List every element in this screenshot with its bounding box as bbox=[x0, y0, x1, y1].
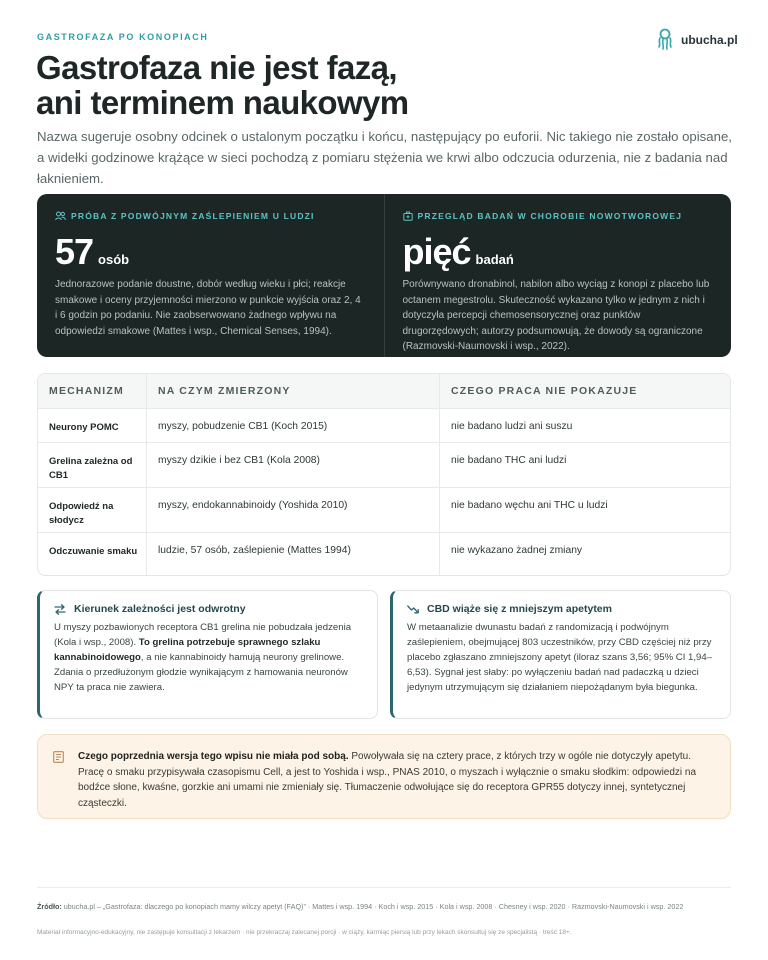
table-cell-mechanism: Grelina zależna od CB1 bbox=[49, 456, 133, 481]
card-text-part: U myszy pozbawionych receptora CB1 grelina nie pobudzała jedzenia (Kola i wsp., 2008). bbox=[54, 622, 352, 648]
table-cell-mechanism: Neurony POMC bbox=[49, 422, 119, 433]
table-row bbox=[38, 408, 730, 442]
page-title bbox=[36, 50, 636, 120]
table-row bbox=[38, 532, 730, 576]
people-icon bbox=[55, 211, 66, 221]
correction-note bbox=[37, 734, 731, 819]
stats-panel bbox=[37, 194, 731, 357]
card-cbd-appetite bbox=[390, 590, 731, 719]
stat-description: Jednorazowe podanie doustne, dobór według wieku i płci; reakcje smakowe i oceny przyjemności mierzono w punkcie wyjścia oraz 2, 4 i 6 godzin po podaniu. Nie zaobserwowano żadnego wpływu na odpowiedzi smakowe (Mattes i wsp., Chemical Senses, 1994). bbox=[55, 279, 361, 337]
card-title-text: Kierunek zależności jest odwrotny bbox=[74, 603, 246, 615]
table-cell-not-shown: nie badano węchu ani THC u ludzi bbox=[439, 488, 730, 532]
kicker: GASTROFAZA PO KONOPIACH bbox=[37, 32, 209, 42]
source-label: Źródło: bbox=[37, 902, 62, 911]
column-header-mechanism: MECHANIZM bbox=[49, 385, 124, 397]
logo-text: ubucha.pl bbox=[681, 33, 738, 47]
mechanism-table bbox=[37, 373, 731, 576]
card-text-part: , a nie kannabinoidy hamują neurony grelinowe. Zdania o przedłużonym głodzie wynikającym z hamowania neuronów NPY ta praca nie zawiera. bbox=[54, 652, 348, 693]
stat-number bbox=[403, 231, 714, 273]
site-logo[interactable] bbox=[655, 28, 738, 52]
note-body: Powoływała się na cztery prace, z których trzy w ogóle nie dotyczyły apetytu. Pracę o smaku przypisywała czasopismu Cell, a jest to Yoshida i wsp., PNAS 2010, o myszach i wyłącznie o smaku słodkim: odpowiedzi na bodźce słone, kwaśne, gorzkie ani umami nie zmieniały się. Tłumaczenie odwołujące się do receptora GPR55 dotyczy innej, syntetycznej cząsteczki. bbox=[78, 751, 697, 809]
title-line-1: Gastrofaza nie jest fazą, bbox=[36, 49, 397, 86]
stat-unit: osób bbox=[98, 252, 130, 267]
stat-description: Porównywano dronabinol, nabilon albo wyciąg z konopi z placebo lub octanem megestrolu. Skuteczność wykazano tylko w jednym z nich i dotyczyła percepcji chemosensorycznej oraz punktów drugorzędowych; autorzy podsumowują, że dowody są ograniczone (Razmovski-Naumovski i wsp., 2022). bbox=[402, 279, 710, 352]
title-line-2: ani terminem naukowym bbox=[36, 84, 409, 121]
column-header-not-shown: CZEGO PRACA NIE POKAZUJE bbox=[439, 374, 730, 408]
table-cell-measured: ludzie, 57 osób, zaślepienie (Mattes 1994) bbox=[146, 533, 439, 576]
table-cell-mechanism: Odczuwanie smaku bbox=[49, 546, 138, 557]
table-row bbox=[38, 487, 730, 532]
card-body bbox=[54, 620, 363, 695]
disclaimer: Materiał informacyjno-edukacyjny, nie zastępuje konsultacji z lekarzem · nie przekraczaj zalecanej porcji · w ciąży, karmiąc piersią lub przy lekach skonsultuj się ze specjalistą · treść 18+. bbox=[37, 929, 572, 936]
octopus-logo-icon bbox=[655, 28, 675, 52]
stat-trial bbox=[37, 194, 384, 357]
swap-arrows-icon bbox=[54, 604, 66, 615]
document-icon bbox=[53, 751, 64, 763]
lead-paragraph: Nazwa sugeruje osobny odcinek o ustalonym początku i końcu, następujący po euforii. Nic takiego nie zostało opisane, a widełki godzinowe krążące w sieci pochodzą z pomiaru stężenia we krwi albo odczucia odurzenia, nie z badania nad łaknieniem. bbox=[37, 129, 732, 186]
stat-label-text: PRÓBA Z PODWÓJNYM ZAŚLEPIENIEM U LUDZI bbox=[71, 211, 315, 221]
stat-unit: badań bbox=[475, 252, 514, 267]
trend-down-icon bbox=[407, 605, 419, 614]
table-cell-measured: myszy dzikie i bez CB1 (Kola 2008) bbox=[146, 443, 439, 487]
stat-number bbox=[55, 231, 366, 273]
card-body: W metaanalizie dwunastu badań z randomizacją i podwójnym zaślepieniem, obejmującej 803 uczestników, przy CBD częściej niż przy placebo zgłaszano zmniejszony apetyt (iloraz szans 3,56; 95% CI 1,94–6,53). Sygnał jest słaby: po wyłączeniu badań nad padaczką u dzieci jedynym utrzymującym się działaniem niepożądanym była biegunka. bbox=[407, 622, 713, 693]
table-cell-measured: myszy, endokannabinoidy (Yoshida 2010) bbox=[146, 488, 439, 532]
table-cell-not-shown: nie wykazano żadnej zmiany bbox=[439, 533, 730, 576]
table-cell-mechanism: Odpowiedź na słodycz bbox=[49, 501, 114, 526]
stat-value: pięć bbox=[402, 231, 471, 272]
stat-label-text: PRZEGLĄD BADAŃ W CHOROBIE NOWOTWOROWEJ bbox=[417, 211, 683, 221]
card-reverse-direction bbox=[37, 590, 378, 719]
column-header-measured: NA CZYM ZMIERZONY bbox=[146, 374, 439, 408]
card-title bbox=[407, 603, 716, 615]
stat-value: 57 bbox=[55, 231, 94, 272]
table-row bbox=[38, 442, 730, 487]
card-title-text: CBD wiąże się z mniejszym apetytem bbox=[427, 603, 612, 615]
source-line bbox=[37, 901, 731, 912]
note-text bbox=[78, 749, 714, 811]
stat-label bbox=[403, 211, 714, 221]
source-text: ubucha.pl – „Gastrofaza: dlaczego po konopiach mamy wilczy apetyt (FAQ)” · Mattes i wsp. 1994 · Koch i wsp. 2015 · Kola i wsp. 2008 · Chesney i wsp. 2020 · Razmovski-Naumovski i wsp. 2022 bbox=[61, 902, 684, 911]
note-heading: Czego poprzednia wersja tego wpisu nie miała pod sobą. bbox=[78, 751, 349, 762]
stat-review bbox=[384, 194, 732, 357]
table-cell-not-shown: nie badano THC ani ludzi bbox=[439, 443, 730, 487]
table-cell-measured: myszy, pobudzenie CB1 (Koch 2015) bbox=[146, 409, 439, 442]
footer-divider bbox=[37, 887, 731, 888]
table-cell-not-shown: nie badano ludzi ani suszu bbox=[439, 409, 730, 442]
briefcase-medical-icon bbox=[403, 211, 413, 221]
stat-label bbox=[55, 211, 366, 221]
table-header-row bbox=[38, 374, 730, 408]
card-title bbox=[54, 603, 363, 615]
card-text-emphasis: To grelina potrzebuje sprawnego szlaku kannabinoidowego bbox=[54, 637, 321, 663]
